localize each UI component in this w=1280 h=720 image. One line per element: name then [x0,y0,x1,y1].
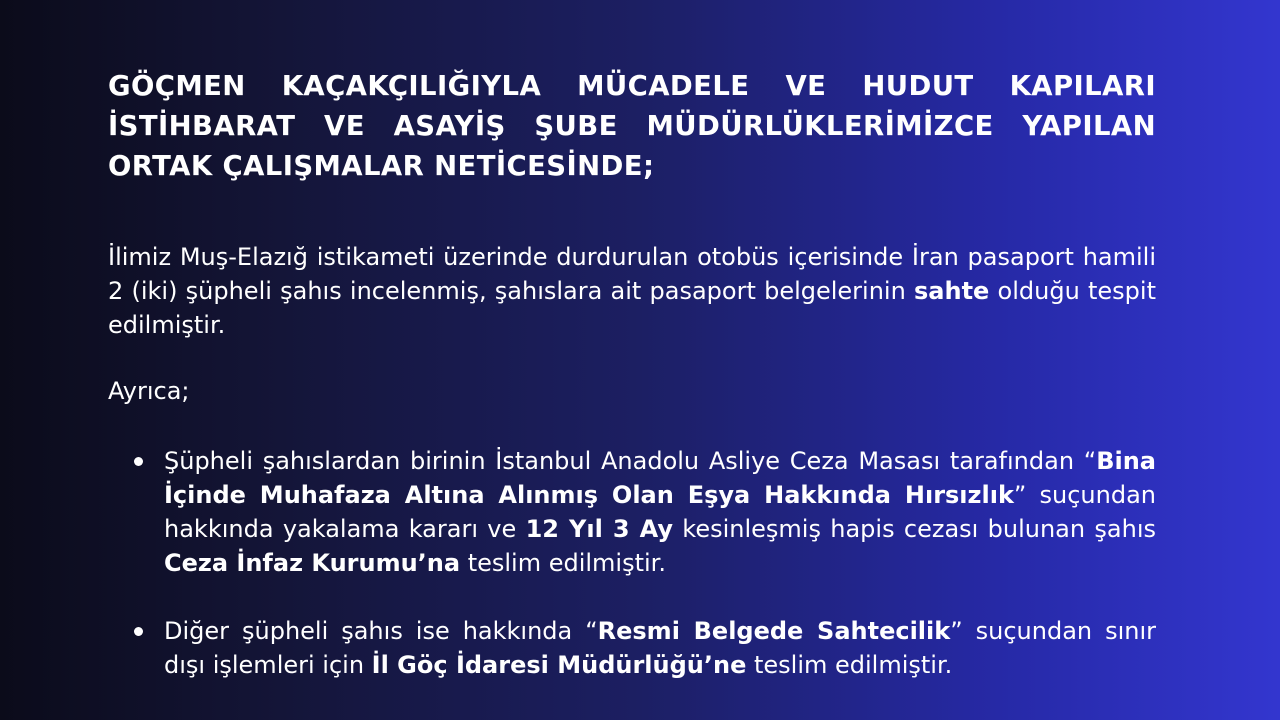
intro-paragraph [108,240,1156,342]
list-item [108,444,1156,580]
intro-text-2: olduğu tespit edilmiştir. [108,277,1156,339]
bullet-2-text-1: Diğer şüpheli şahıs ise hakkında “ [164,617,598,645]
bullet-1-text-3: kesinleşmiş hapis cezası bulunan şahıs [672,515,1156,543]
bullet-1-text-1: Şüpheli şahıslardan birinin İstanbul Anadolu Asliye Ceza Masası tarafından “ [164,447,1097,475]
bullet-2-text-2: ” suçundan sınır dışı işlemleri için [164,617,1156,679]
bullet-1-bold-3: Ceza İnfaz Kurumu’na [164,549,461,577]
bullet-1-bold-1: Bina İçinde Muhafaza Altına Alınmış Olan Eşya Hakkında Hırsızlık [164,447,1156,509]
bullet-text [164,617,1156,679]
bullet-1-text-2: ” suçundan hakkında yakalama kararı ve [164,481,1156,543]
intro-bold-fake: sahte [914,277,990,305]
bullet-list [108,444,1156,682]
bullet-dot-icon [134,457,143,466]
bullet-text [164,447,1156,577]
bullet-1-text-4: teslim edilmiştir. [460,549,666,577]
announcement [108,66,1156,682]
list-item [108,614,1156,682]
bullet-2-bold-1: Resmi Belgede Sahtecilik [597,617,951,645]
bullet-2-bold-2: İl Göç İdaresi Müdürlüğü’ne [371,651,747,679]
bullet-2-text-3: teslim edilmiştir. [746,651,953,679]
headline: GÖÇMEN KAÇAKÇILIĞIYLA MÜCADELE VE HUDUT KAPILARI İSTİHBARAT VE ASAYİŞ ŞUBE MÜDÜRLÜKLERİMİZCE YAPILAN ORTAK ÇALIŞMALAR NETİCESİNDE; [108,70,1156,182]
bullet-dot-icon [134,627,143,636]
intro-text-1: İlimiz Muş-Elazığ istikameti üzerinde durdurulan otobüs içerisinde İran pasaport hamili 2 (iki) şüpheli şahıs incelenmiş, şahıslara ait pasaport belgelerinin [108,243,1156,305]
also-label: Ayrıca; [108,377,190,405]
bullet-1-bold-2: 12 Yıl 3 Ay [525,515,673,543]
